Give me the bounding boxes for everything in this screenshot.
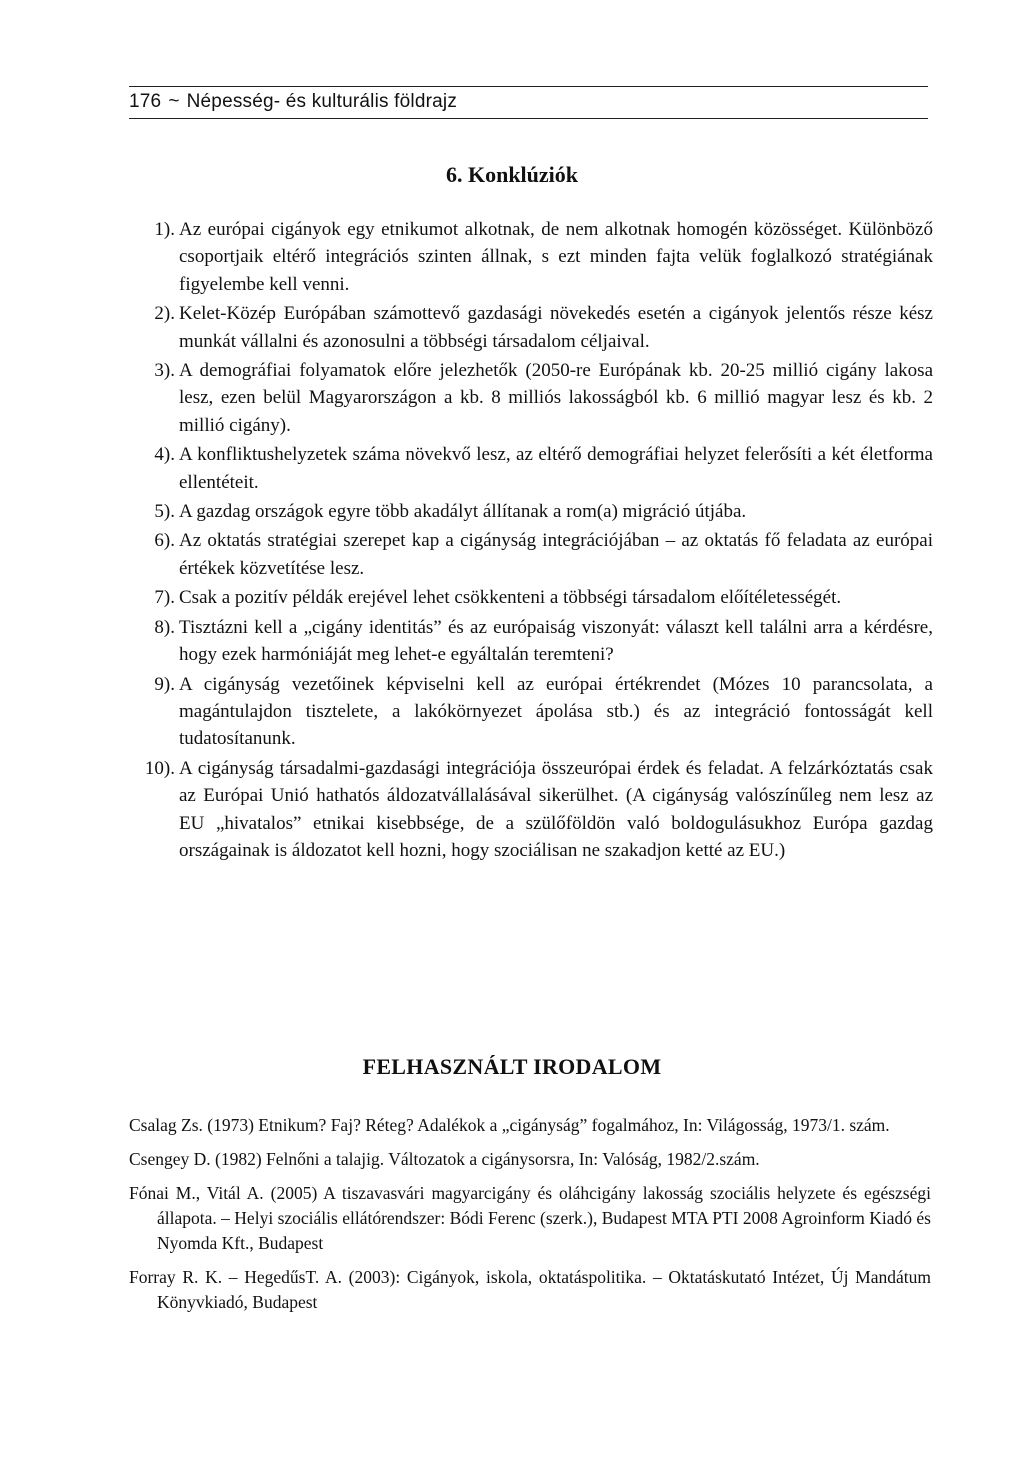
running-head-text: [129, 91, 464, 113]
reference-item: Csalag Zs. (1973) Etnikum? Faj? Réteg? Adalékok a „cigányság” fogalmához, In: Világosság, 1973/1. szám.: [129, 1115, 890, 1135]
conclusion-item: [129, 441, 933, 496]
conclusion-item: [129, 755, 933, 865]
running-header: [129, 86, 928, 124]
item-number: 8).: [154, 616, 175, 638]
running-title: Népesség- és kulturális földrajz: [186, 91, 458, 112]
conclusion-item: [129, 300, 933, 355]
reference-item: Forray R. K. – HegedűsT. A. (2003): Cigányok, iskola, oktatáspolitika. – Oktatáskutató Intézet, Új Mandátum Könyvkiadó, Budapest: [129, 1267, 931, 1312]
item-number: 1).: [154, 219, 175, 240]
item-number: 6).: [154, 530, 175, 552]
header-bottom-rule: [129, 118, 928, 119]
item-number: 7).: [154, 587, 175, 609]
item-number: 2).: [154, 303, 175, 325]
item-text: Az oktatás stratégiai szerepet kap a cigányság integrációjában – az oktatás fő feladata az európai értékek közvetítése lesz.: [179, 530, 933, 579]
item-text: A cigányság társadalmi-gazdasági integrációja összeurópai érdek és feladat. A felzárkóztatás csak az Európai Unió hathatós áldozatvállalásával sikerülhet. (A cigányság valószínűleg nem lesz az EU „hivatalos” etnikai kisebbsége, de a szülőföldön való boldogulásukhoz Európa gazdag országainak is áldozatot kell hozni, hogy szociálisan ne szakadjon ketté az EU.): [179, 757, 933, 861]
conclusion-item: [129, 216, 933, 298]
item-number: 10).: [144, 757, 175, 779]
item-text: A konfliktushelyzetek száma növekvő lesz, az eltérő demográfiai helyzet felerősíti a két életforma ellentéteit.: [179, 444, 933, 493]
references-list: [129, 1113, 931, 1324]
conclusion-item: [129, 671, 933, 753]
item-number: 9).: [154, 673, 175, 695]
conclusion-item: [129, 614, 933, 669]
item-number: 5).: [154, 501, 175, 523]
conclusion-item: [129, 584, 933, 611]
item-text: Az európai cigányok egy etnikumot alkotnak, de nem alkotnak homogén közösséget. Különböző csoportjaik eltérő integrációs szinten állnak, s ezt minden fajta velük foglalkozó stratégiának figyelembe kell venni.: [179, 219, 933, 295]
header-separator: ~: [168, 91, 180, 112]
section-title: 6. Konklúziók: [445, 162, 579, 187]
references-title: FELHASZNÁLT IRODALOM: [362, 1054, 662, 1079]
reference-item: Fónai M., Vitál A. (2005) A tiszavasvári magyarcigány és oláhcigány lakosság szociális helyzete és egészségi állapota. – Helyi szociális ellátórendszer: Bódi Ferenc (szerk.), Budapest MTA PTI 2008 Agroinform Kiadó és Nyomda Kft., Budapest: [129, 1183, 931, 1253]
conclusions-list: [129, 216, 933, 866]
item-text: A cigányság vezetőinek képviselni kell az európai értékrendet (Mózes 10 parancsolata, a magántulajdon tisztelete, a lakókörnyezet ápolása stb.) és az integráció fontosságát kell tudatosítanunk.: [179, 673, 933, 750]
header-top-rule: [129, 86, 928, 87]
item-number: 4).: [154, 444, 175, 466]
conclusion-item: [129, 498, 933, 525]
reference-item: Csengey D. (1982) Felnőni a talajig. Változatok a cigánysorsra, In: Valóság, 1982/2.szám.: [129, 1149, 760, 1169]
conclusion-item: [129, 527, 933, 582]
item-text: A demográfiai folyamatok előre jelezhetők (2050-re Európának kb. 20-25 millió cigány lakosa lesz, ezen belül Magyarországon a kb. 8 milliós lakosságból kb. 6 millió magyar lesz és kb. 2 millió cigány).: [179, 360, 933, 436]
item-text: Kelet-Közép Európában számottevő gazdasági növekedés esetén a cigányok jelentős része kész munkát vállalni és azonosulni a többségi társadalom céljaival.: [179, 303, 933, 352]
item-text: Tisztázni kell a „cigány identitás” és az európaiság viszonyát: választ kell találni arra a kérdésre, hogy ezek harmóniáját meg lehet-e egyáltalán teremteni?: [179, 616, 933, 666]
page-number: 176: [129, 91, 162, 112]
item-text: A gazdag országok egyre több akadályt állítanak a rom(a) migráció útjába.: [179, 501, 747, 523]
item-number: 3).: [154, 360, 175, 382]
item-text: Csak a pozitív példák erejével lehet csökkenteni a többségi társadalom előítéletességét.: [179, 587, 842, 609]
conclusion-item: [129, 357, 933, 439]
